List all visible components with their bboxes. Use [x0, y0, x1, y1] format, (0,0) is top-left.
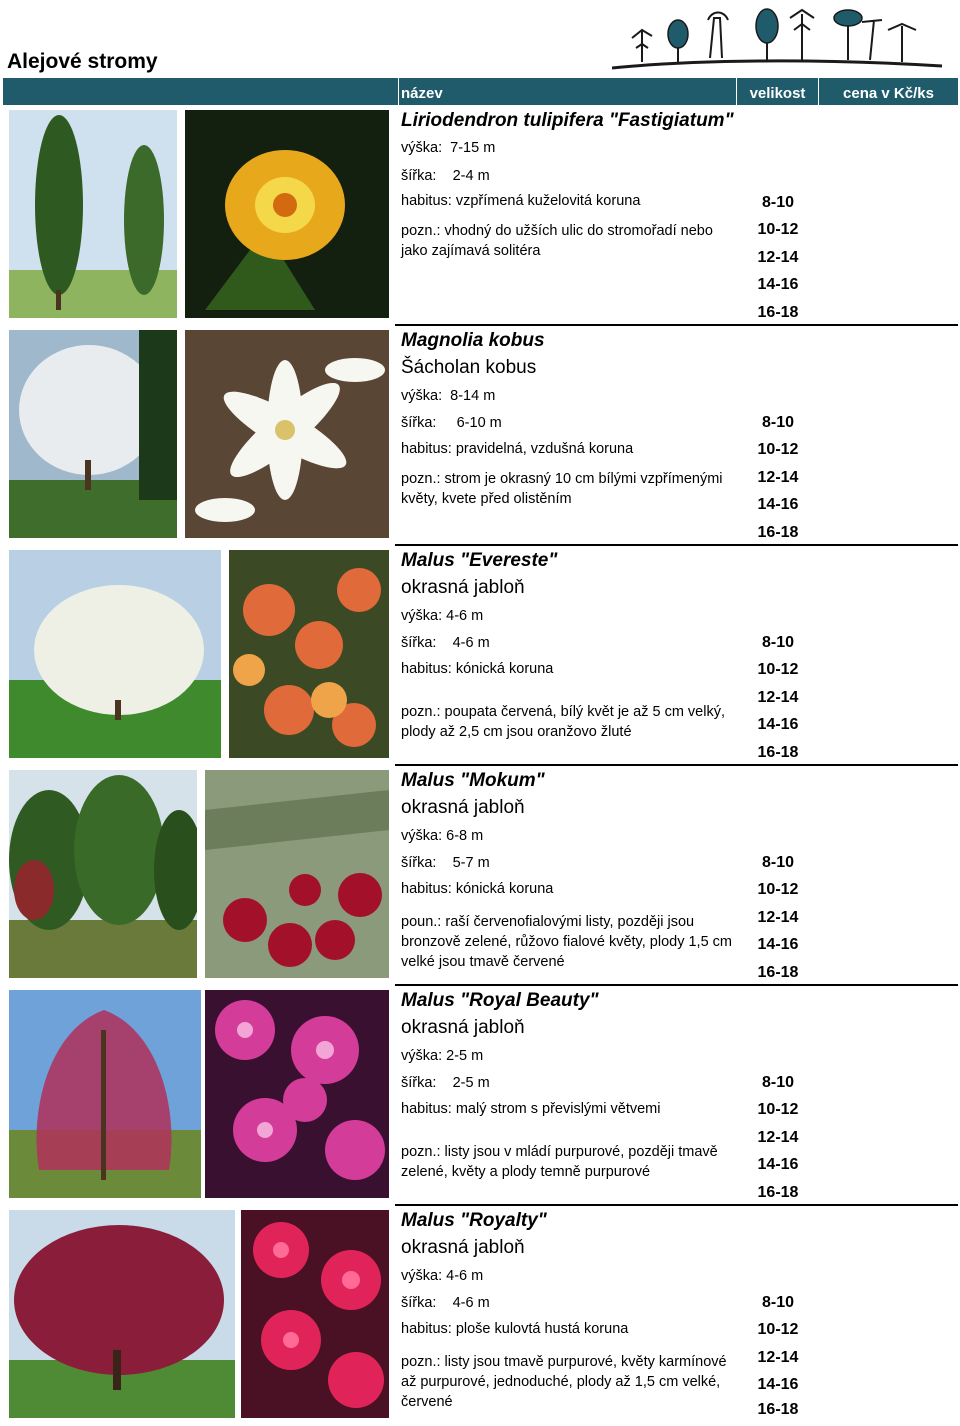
height-row: výška: 6-8 m	[401, 828, 484, 844]
size-value: 8-10	[761, 1294, 795, 1311]
habit-row: habitus: kónická koruna	[401, 881, 554, 897]
column-header-price: cena v Kč/ks	[818, 78, 958, 105]
size-list	[737, 766, 819, 986]
tree-photo	[9, 550, 221, 758]
fruit-photo	[205, 770, 389, 978]
flower-photo	[241, 1210, 389, 1418]
habit-row: habitus: kónická koruna	[401, 661, 554, 677]
size-list	[737, 1206, 819, 1426]
width-row: šířka: 5-7 m	[401, 855, 490, 871]
entry-malus-royalty	[0, 1206, 960, 1426]
trees-logo	[612, 0, 952, 72]
entry-malus-mokum	[0, 766, 960, 986]
size-value: 16-18	[757, 744, 799, 761]
size-list	[737, 106, 819, 326]
size-value: 12-14	[757, 249, 799, 266]
size-value: 16-18	[757, 964, 799, 981]
size-value: 14-16	[757, 1376, 799, 1393]
latin-name: Malus "Evereste"	[401, 550, 558, 571]
fruit-photo	[229, 550, 389, 758]
common-name: okrasná jabloň	[401, 1237, 525, 1258]
size-value: 12-14	[757, 1129, 799, 1146]
note-text: pozn.: listy jsou v mládí purpurové, později tmavě zelené, květy a plody temně purpurové	[401, 1144, 718, 1180]
column-header-size: velikost	[736, 78, 818, 105]
size-value: 14-16	[757, 936, 799, 953]
habit-row: habitus: vzpřímená kuželovitá koruna	[401, 193, 641, 209]
size-list	[737, 986, 819, 1206]
flower-photo	[185, 330, 389, 538]
size-value: 10-12	[757, 881, 799, 898]
latin-name: Malus "Royalty"	[401, 1210, 547, 1231]
latin-name: Liriodendron tulipifera "Fastigiatum"	[401, 110, 734, 131]
note-text: pozn.: listy jsou tmavě purpurové, květy karmínové až purpurové, jednoduché, plody až 1,5 cm velké, červené	[401, 1354, 727, 1410]
size-value: 8-10	[761, 414, 795, 431]
habit-row: habitus: pravidelná, vzdušná koruna	[401, 441, 634, 457]
common-name: okrasná jabloň	[401, 577, 525, 598]
size-value: 8-10	[761, 634, 795, 651]
size-value: 16-18	[757, 524, 799, 541]
size-value: 10-12	[757, 441, 799, 458]
size-value: 12-14	[757, 689, 799, 706]
common-name: okrasná jabloň	[401, 1017, 525, 1038]
size-value: 8-10	[761, 854, 795, 871]
size-value: 12-14	[757, 909, 799, 926]
size-value: 10-12	[757, 1321, 799, 1338]
size-value: 10-12	[757, 1101, 799, 1118]
size-value: 10-12	[757, 661, 799, 678]
height-row: výška: 4-6 m	[401, 608, 484, 624]
height-row: výška: 2-5 m	[401, 1048, 484, 1064]
habit-row: habitus: malý strom s převislými větvemi	[401, 1101, 661, 1117]
latin-name: Malus "Royal Beauty"	[401, 990, 599, 1011]
size-value: 12-14	[757, 469, 799, 486]
common-name: okrasná jabloň	[401, 797, 525, 818]
tree-photo	[9, 770, 197, 978]
entry-liriodendron	[0, 106, 960, 326]
tree-photo	[9, 330, 177, 538]
common-name: Šácholan kobus	[401, 357, 537, 378]
flower-photo	[205, 990, 389, 1198]
flower-photo	[185, 110, 389, 318]
column-header-name: název	[398, 78, 735, 105]
tree-photo	[9, 110, 177, 318]
width-row: šířka: 2-5 m	[401, 1075, 490, 1091]
entry-malus-evereste	[0, 546, 960, 766]
table-header	[3, 78, 958, 105]
height-row: výška: 4-6 m	[401, 1268, 484, 1284]
width-row: šířka: 4-6 m	[401, 635, 490, 651]
size-value: 12-14	[757, 1349, 799, 1366]
entry-malus-royal-beauty	[0, 986, 960, 1206]
size-value: 16-18	[757, 1401, 799, 1418]
height-row: výška: 7-15 m	[401, 140, 496, 156]
entry-magnolia-kobus	[0, 326, 960, 546]
size-list	[737, 326, 819, 546]
tree-photo	[9, 1210, 235, 1418]
note-text: poun.: raší červenofialovými listy, později jsou bronzově zelené, růžovo fialové květy, plody 1,5 cm velké jsou tmavě červené	[401, 914, 732, 970]
page-title: Alejové stromy	[7, 50, 158, 73]
latin-name: Magnolia kobus	[401, 330, 545, 351]
size-value: 8-10	[761, 1074, 795, 1091]
width-row: šířka: 2-4 m	[401, 168, 490, 184]
height-row: výška: 8-14 m	[401, 388, 496, 404]
size-value: 10-12	[757, 221, 799, 238]
note-text: pozn.: strom je okrasný 10 cm bílými vzpřímenými květy, kvete před olistěním	[401, 471, 723, 507]
width-row: šířka: 4-6 m	[401, 1295, 490, 1311]
size-value: 14-16	[757, 716, 799, 733]
size-value: 14-16	[757, 496, 799, 513]
note-text: pozn.: poupata červená, bílý květ je až 5 cm velký, plody až 2,5 cm jsou oranžovo žluté	[401, 704, 726, 740]
habit-row: habitus: ploše kulovtá hustá koruna	[401, 1321, 629, 1337]
width-row: šířka: 6-10 m	[401, 415, 502, 431]
size-value: 16-18	[757, 1184, 799, 1201]
size-value: 14-16	[757, 1156, 799, 1173]
tree-photo	[9, 990, 201, 1198]
size-value: 14-16	[757, 276, 799, 293]
size-value: 16-18	[757, 304, 799, 321]
note-text: pozn.: vhodný do užších ulic do stromořadí nebo jako zajímavá solitéra	[401, 223, 713, 259]
size-list	[737, 546, 819, 766]
latin-name: Malus "Mokum"	[401, 770, 545, 791]
size-value: 8-10	[761, 194, 795, 211]
